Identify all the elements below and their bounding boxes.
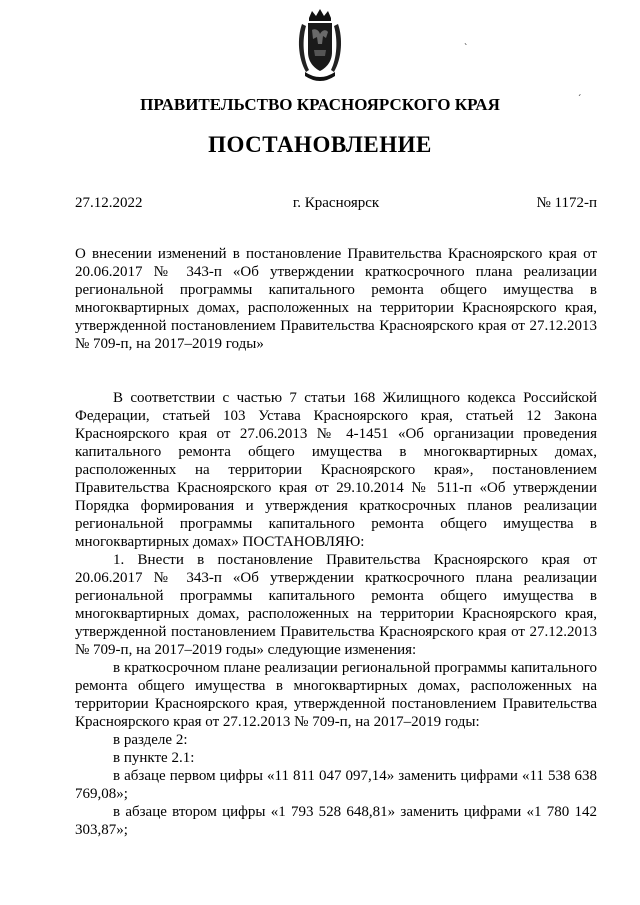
document-date: 27.12.2022: [75, 195, 143, 211]
document-number: № 1172-п: [536, 195, 597, 211]
document-meta-row: [75, 194, 597, 212]
section-paragraph: в разделе 2:: [113, 732, 188, 748]
scan-speck: ˊ: [578, 94, 582, 105]
scan-speck: ˋ: [464, 43, 468, 54]
paragraph-second-change: в абзаце втором цифры «1 793 528 648,81» заменить цифрами «1 780 142 303,87»;: [75, 804, 597, 838]
preamble-paragraph: В соответствии с частью 7 статьи 168 Жилищного кодекса Российской Федерации, статьей 103 Устава Красноярского края, статьей 12 Закона Красноярского края от 27.06.2013 № 4-1451 «Об организации проведения капитального ремонта общего имущества в многоквартирных домах, расположенных на территории Красноярского края», постановлением Правительства Красноярского края от 29.10.2014 № 511-п «Об утверждении Порядка формирования и утверждения краткосрочных планов реализации региональной программы капитального ремонта общего имущества в многоквартирных домах» ПОСТАНОВЛЯЮ:: [75, 390, 597, 550]
document-body: [75, 389, 597, 839]
paragraph-first-change: в абзаце первом цифры «11 811 047 097,14» заменить цифрами «11 538 638 769,08»;: [75, 768, 597, 802]
document-subject: [75, 245, 597, 353]
document-city: г. Красноярск: [292, 195, 380, 211]
document-type-title: ПОСТАНОВЛЕНИЕ: [208, 132, 432, 157]
coat-of-arms-icon: [297, 8, 343, 84]
item-1-paragraph: 1. Внести в постановление Правительства Красноярского края от 20.06.2017 № 343-п «Об утверждении краткосрочного плана реализации региональной программы капитального ремонта общего имущества в многоквартирных домах, расположенных на территории Красноярского края, утвержденной постановлением Правительства Красноярского края от 27.12.2013 № 709-п, на 2017–2019 годы» следующие изменения:: [75, 552, 597, 658]
government-title: ПРАВИТЕЛЬСТВО КРАСНОЯРСКОГО КРАЯ: [140, 95, 500, 114]
subject-text: О внесении изменений в постановление Правительства Красноярского края от 20.06.2017 № 343-п «Об утверждении краткосрочного плана реализации региональной программы капитального ремонта общего имущества в многоквартирных домах, расположенных на территории Красноярского края, утвержденной постановлением Правительства Красноярского края от 27.12.2013 № 709-п, на 2017–2019 годы»: [75, 246, 597, 352]
point-paragraph: в пункте 2.1:: [113, 750, 195, 766]
plan-paragraph: в краткосрочном плане реализации региональной программы капитального ремонта общего имущества в многоквартирных домах, расположенных на территории Красноярского края, утвержденной постановлением Правительства Красноярского края от 27.12.2013 № 709-п, на 2017–2019 годы:: [75, 660, 597, 730]
